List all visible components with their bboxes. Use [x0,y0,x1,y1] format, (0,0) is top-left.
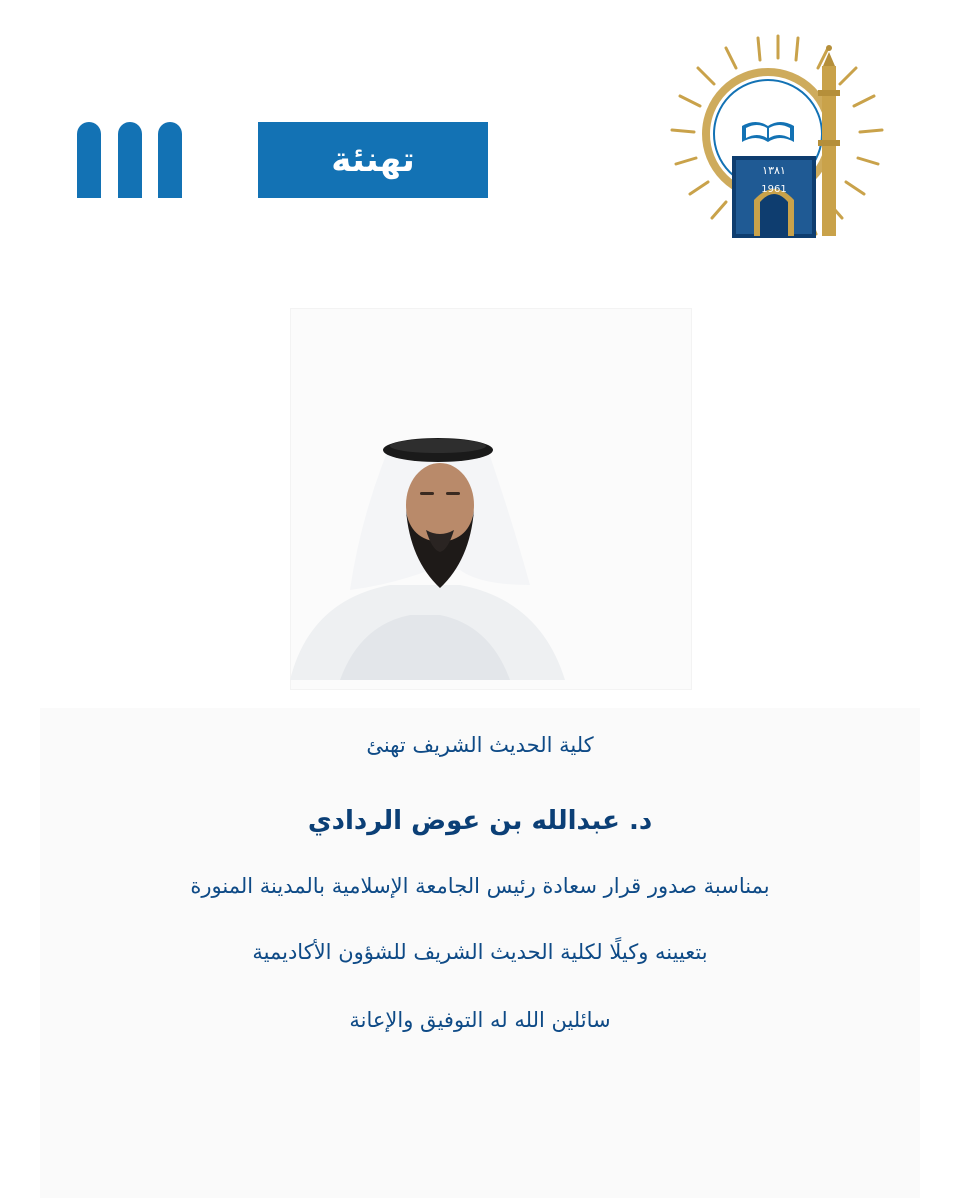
decor-pill [118,122,142,198]
university-logo [668,30,886,248]
occasion-text: بمناسبة صدور قرار سعادة رئيس الجامعة الإسلامية بالمدينة المنورة [190,874,770,898]
logo-year-gregorian: 1961 [761,184,787,195]
honoree-name: د. عبدالله بن عوض الردادي [307,806,653,836]
decor-pill [77,122,101,198]
logo-year-hijri: ١٣٨١ [762,164,786,177]
prayer-text: سائلين الله له التوفيق والإعانة [349,1008,611,1032]
college-congratulates-text: كلية الحديث الشريف تهنئ [366,733,594,757]
header-decoration [77,122,209,198]
decor-pill [158,122,182,198]
page-title: تهنئة [331,140,415,180]
page-title-banner [258,122,488,198]
appointment-text: بتعيينه وكيلًا لكلية الحديث الشريف للشؤون الأكاديمية [252,940,708,964]
portrait-photo [280,410,570,680]
